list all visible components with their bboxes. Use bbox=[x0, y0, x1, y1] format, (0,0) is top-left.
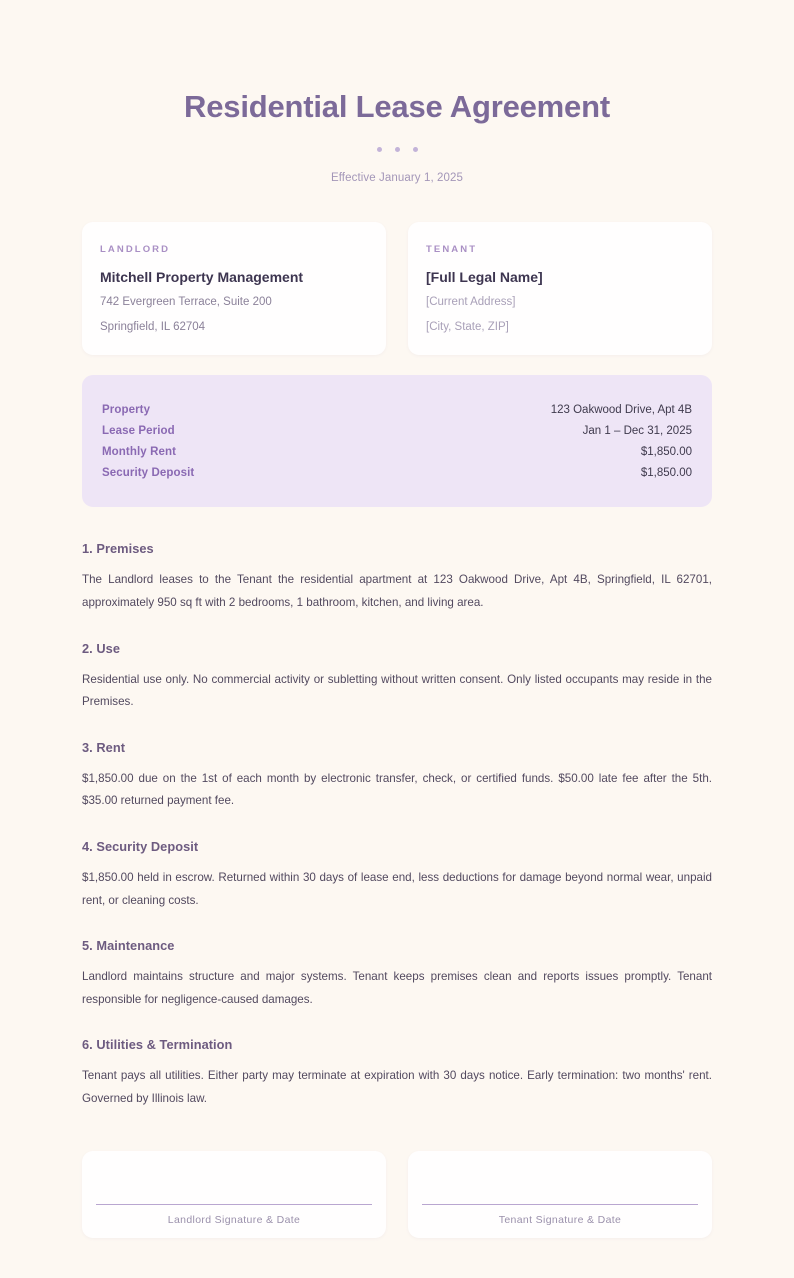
term-label-monthly-rent: Monthly Rent bbox=[102, 445, 177, 458]
tenant-card bbox=[408, 222, 712, 355]
parties-section bbox=[82, 222, 712, 355]
tenant-signature-caption: Tenant Signature & Date bbox=[498, 1213, 622, 1226]
clause-heading: 1. Premises bbox=[82, 541, 154, 557]
party-role-label: TENANT bbox=[426, 244, 478, 256]
tenant-name-placeholder: [Full Legal Name] bbox=[426, 269, 543, 286]
clause-heading: 5. Maintenance bbox=[82, 938, 175, 954]
tenant-address-placeholder-1: [Current Address] bbox=[426, 296, 516, 309]
signatures-section bbox=[82, 1151, 712, 1238]
term-value-property: 123 Oakwood Drive, Apt 4B bbox=[550, 403, 692, 416]
term-row bbox=[102, 420, 692, 441]
clauses-section bbox=[82, 541, 712, 1110]
clause-body: Residential use only. No commercial activity or subletting without written consent. Only listed occupants may reside in the Premises. bbox=[82, 672, 712, 709]
term-label-property: Property bbox=[102, 403, 151, 416]
page-title: Residential Lease Agreement bbox=[184, 89, 610, 124]
party-role-label: LANDLORD bbox=[100, 244, 171, 256]
terms-summary-panel bbox=[82, 375, 712, 507]
term-value-lease-period: Jan 1 – Dec 31, 2025 bbox=[582, 424, 692, 437]
term-row bbox=[102, 441, 692, 462]
document-header bbox=[82, 88, 712, 184]
tenant-signature-block[interactable] bbox=[408, 1151, 712, 1238]
ornament-dot bbox=[413, 147, 418, 152]
clause-premises bbox=[82, 541, 712, 614]
landlord-signature-block[interactable] bbox=[82, 1151, 386, 1238]
landlord-signature-caption: Landlord Signature & Date bbox=[167, 1213, 301, 1226]
clause-security-deposit bbox=[82, 839, 712, 912]
clause-body: Landlord maintains structure and major systems. Tenant keeps premises clean and reports issues promptly. Tenant responsible for negligence-caused damages. bbox=[82, 970, 712, 1006]
landlord-address-line-2: Springfield, IL 62704 bbox=[100, 320, 206, 333]
signature-line[interactable] bbox=[422, 1204, 698, 1205]
clause-maintenance bbox=[82, 938, 712, 1011]
clause-body: $1,850.00 held in escrow. Returned within 30 days of lease end, less deductions for damage beyond normal wear, unpaid rent, or cleaning costs. bbox=[82, 870, 712, 907]
clause-body: $1,850.00 due on the 1st of each month by electronic transfer, check, or certified funds. $50.00 late fee after the 5th. $35.00 returned payment fee. bbox=[82, 771, 712, 808]
term-row bbox=[102, 462, 692, 483]
clause-body: The Landlord leases to the Tenant the residential apartment at 123 Oakwood Drive, Apt 4B, Springfield, IL 62701, approximately 950 sq ft with 2 bedrooms, 1 bathroom, kitchen, and living area. bbox=[82, 573, 712, 609]
term-value-monthly-rent: $1,850.00 bbox=[640, 445, 692, 458]
term-row bbox=[102, 399, 692, 420]
landlord-name: Mitchell Property Management bbox=[100, 269, 304, 286]
clause-utilities-termination bbox=[82, 1037, 712, 1110]
clause-heading: 6. Utilities & Termination bbox=[82, 1037, 233, 1053]
clause-heading: 4. Security Deposit bbox=[82, 838, 199, 854]
three-dots-ornament-icon bbox=[82, 147, 712, 152]
clause-rent bbox=[82, 740, 712, 813]
clause-heading: 3. Rent bbox=[82, 739, 126, 755]
ornament-dot bbox=[377, 147, 382, 152]
ornament-dot bbox=[395, 147, 400, 152]
landlord-address-line-1: 742 Evergreen Terrace, Suite 200 bbox=[100, 296, 272, 309]
signature-line[interactable] bbox=[96, 1204, 372, 1205]
effective-date: Effective January 1, 2025 bbox=[330, 172, 464, 185]
tenant-address-placeholder-2: [City, State, ZIP] bbox=[426, 320, 509, 333]
term-label-lease-period: Lease Period bbox=[102, 424, 175, 437]
term-label-security-deposit: Security Deposit bbox=[102, 466, 195, 479]
term-value-security-deposit: $1,850.00 bbox=[640, 466, 692, 479]
landlord-card bbox=[82, 222, 386, 355]
clause-body: Tenant pays all utilities. Either party may terminate at expiration with 30 days notice. Early termination: two months' rent. Governed by Illinois law. bbox=[82, 1069, 712, 1105]
clause-heading: 2. Use bbox=[82, 640, 121, 656]
clause-use bbox=[82, 641, 712, 714]
